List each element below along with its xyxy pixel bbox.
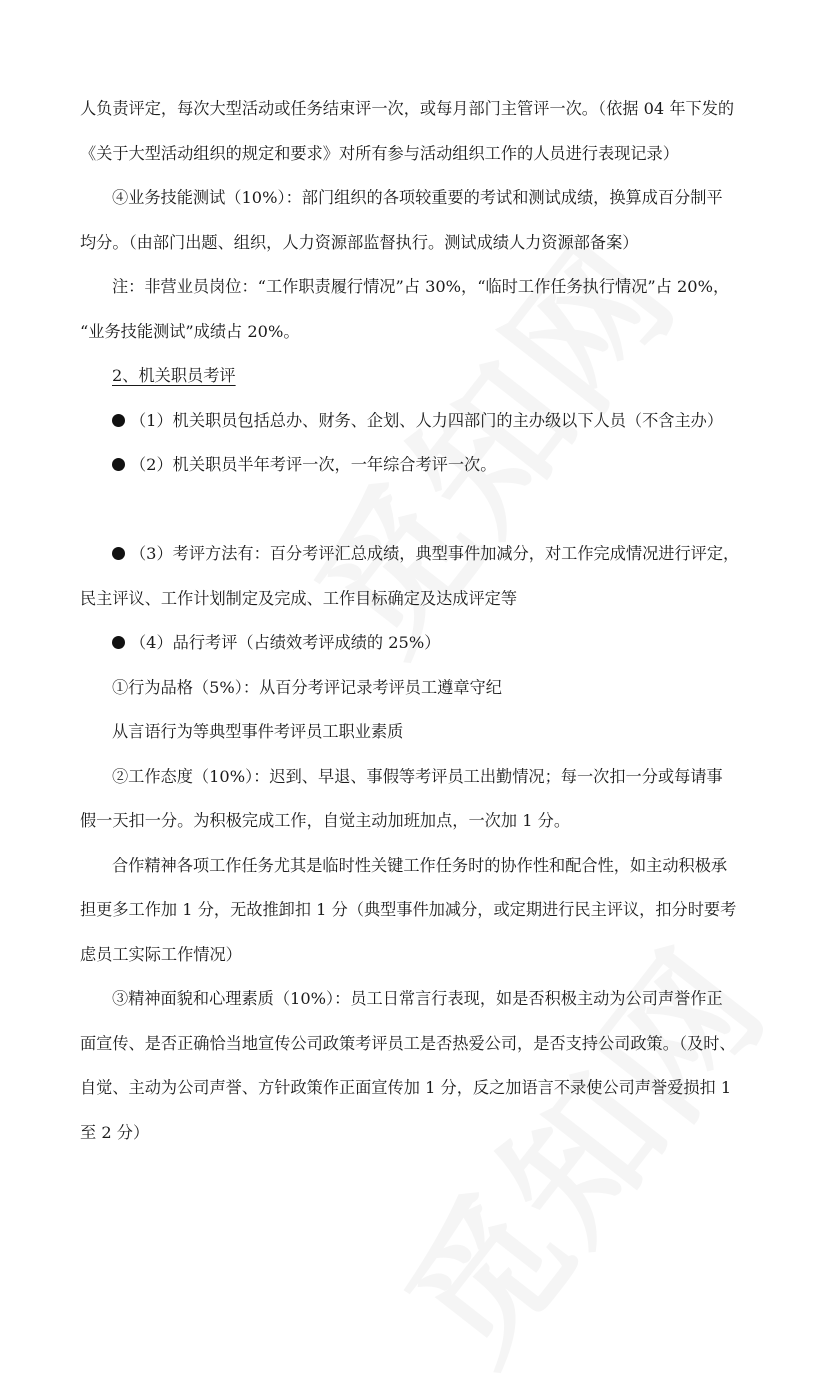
text-line: 从言语行为等典型事件考评员工职业素质 (112, 722, 404, 741)
text-line: 民主评议、工作计划制定及完成、工作目标确定及达成评定等 (80, 588, 518, 608)
blank-line (80, 488, 752, 533)
text-line: 担更多工作加 1 分，无故推卸扣 1 分（典型事件加减分，或定期进行民主评议，扣分时要考 (80, 900, 737, 919)
bullet-icon (112, 636, 125, 649)
text-line: ①行为品格（5%）：从百分考评记录考评员工遵章守纪 (112, 677, 502, 697)
text-line: 合作精神各项工作任务尤其是临时性关键工作任务时的协作性和配合性，如主动积极承 (112, 855, 728, 875)
bullet-text: （2）机关职员半年考评一次，一年综合考评一次。 (130, 455, 497, 474)
bullet-icon (112, 458, 125, 471)
section-heading (80, 354, 752, 399)
bullet-text: （3）考评方法有：百分考评汇总成绩，典型事件加减分，对工作完成情况进行评定， (130, 544, 740, 563)
bullet-text: （4）品行考评（占绩效考评成绩的 25%） (130, 633, 441, 652)
bullet-item (80, 532, 752, 577)
text-line: ④业务技能测试（10%）：部门组织的各项较重要的考试和测试成绩，换算成百分制平 (112, 188, 723, 207)
text-line: ②工作态度（10%）：迟到、早退、事假等考评员工出勤情况；每一次扣一分或每请事 (112, 766, 723, 786)
document-body (80, 87, 752, 1155)
bullet-item (80, 399, 752, 444)
text-line: 《关于大型活动组织的规定和要求》对所有参与活动组织工作的人员进行表现记录） (80, 143, 679, 163)
bullet-icon (112, 414, 125, 427)
text-line: “业务技能测试”成绩占 20%。 (80, 321, 300, 341)
text-line: 人负责评定，每次大型活动或任务结束评一次，或每月部门主管评一次。（依据 04 年下发的 (80, 99, 735, 118)
text-line: 面宣传、是否正确恰当地宣传公司政策考评员工是否热爱公司，是否支持公司政策。（及时、 (80, 1033, 736, 1053)
bullet-item (80, 443, 752, 488)
bullet-text: （1）机关职员包括总办、财务、企划、人力四部门的主办级以下人员（不含主办） (130, 410, 724, 430)
bullet-item (80, 621, 752, 666)
text-line: 至 2 分） (80, 1122, 150, 1142)
section-heading-text: 2、机关职员考评 (112, 366, 236, 385)
text-line: ③精神面貌和心理素质（10%）：员工日常言行表现，如是否积极主动为公司声誉作正 (112, 989, 723, 1008)
text-line: 均分。（由部门出题、组织，人力资源部监督执行。测试成绩人力资源部备案） (80, 232, 639, 252)
text-line: 自觉、主动为公司声誉、方针政策作正面宣传加 1 分，反之加语言不录使公司声誉爱损扣 1 (80, 1078, 732, 1097)
text-line: 假一天扣一分。为积极完成工作，自觉主动加班加点，一次加 1 分。 (80, 811, 571, 830)
bullet-icon (112, 547, 125, 560)
text-line: 虑员工实际工作情况） (80, 944, 242, 964)
note-line: 注：非营业员岗位：“工作职责履行情况”占 30%，“临时工作任务执行情况”占 20%， (112, 277, 730, 296)
